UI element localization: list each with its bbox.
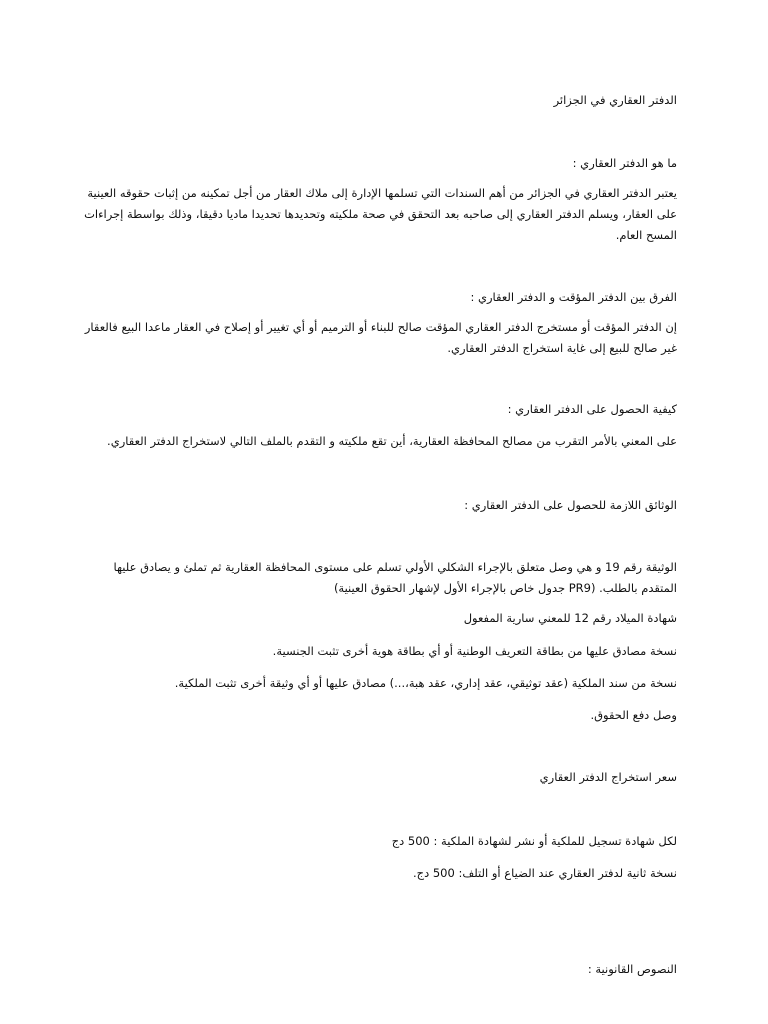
paragraph-difference (84, 317, 677, 359)
document-title: الدفتر العقاري في الجزائر (553, 93, 677, 107)
price-item: نسخة ثانية لدفتر العقاري عند الضياع أو التلف: 500 دج. (412, 866, 677, 880)
section-heading-difference: الفرق بين الدفتر المؤقت و الدفتر العقاري : (470, 290, 677, 304)
paragraph-line: يعتبر الدفتر العقاري في الجزائر من أهم السندات التي تسلمها الإدارة إلى ملاك العقار من أجل تمكينه من إثبات حقوقه العينية (87, 186, 677, 200)
paragraph-what-is (84, 183, 677, 246)
section-heading-documents: الوثائق اللازمة للحصول على الدفتر العقاري : (464, 498, 677, 512)
paragraph-line: الوثيقة رقم 19 و هي وصل متعلق بالإجراء الشكلي الأولي تسلم على مستوى المحافظة العقارية ثم تملئ و يصادق عليها (113, 560, 677, 574)
paragraph-line: المتقدم بالطلب. (PR9 جدول خاص بالإجراء الأول لإشهار الحقوق العينية) (333, 581, 677, 595)
paragraph-line: المسح العام. (615, 228, 677, 242)
document-item: نسخة من سند الملكية (عقد توثيقي، عقد إداري، عقد هبة،...) مصادق عليها أو أي وثيقة أخرى تثبت الملكية. (174, 676, 677, 690)
price-item: لكل شهادة تسجيل للملكية أو نشر لشهادة الملكية : 500 دج (391, 834, 677, 848)
paragraph-line: على العقار، ويسلم الدفتر العقاري إلى صاحبه بعد التحقق في صحة ملكيته وتحديدها تحديدا ماديا دقيقا، وذلك بواسطة إجراءات (84, 207, 677, 221)
section-heading-price: سعر استخراج الدفتر العقاري (539, 770, 677, 784)
section-heading-legal: النصوص القانونية : (587, 962, 677, 976)
document-item: وصل دفع الحقوق. (590, 708, 677, 722)
section-heading-how-to-get: كيفية الحصول على الدفتر العقاري : (507, 402, 677, 416)
paragraph-line: إن الدفتر المؤقت أو مستخرج الدفتر العقاري المؤقت صالح للبناء أو الترميم أو أي تغيير أو إصلاح في العقار ماعدا البيع فالعقار (84, 320, 677, 334)
paragraph-document-19 (87, 557, 677, 599)
paragraph-how-to-get: على المعني بالأمر التقرب من مصالح المحافظة العقارية، أين تقع ملكيته و التقدم بالملف التالي لاستخراج الدفتر العقاري. (107, 434, 677, 448)
document-item: شهادة الميلاد رقم 12 للمعني سارية المفعول (463, 611, 677, 625)
section-heading-what-is: ما هو الدفتر العقاري : (572, 156, 677, 170)
document-item: نسخة مصادق عليها من بطاقة التعريف الوطنية أو أي بطاقة هوية أخرى تثبت الجنسية. (272, 644, 677, 658)
paragraph-line: غير صالح للبيع إلى غاية استخراج الدفتر العقاري. (447, 341, 677, 355)
